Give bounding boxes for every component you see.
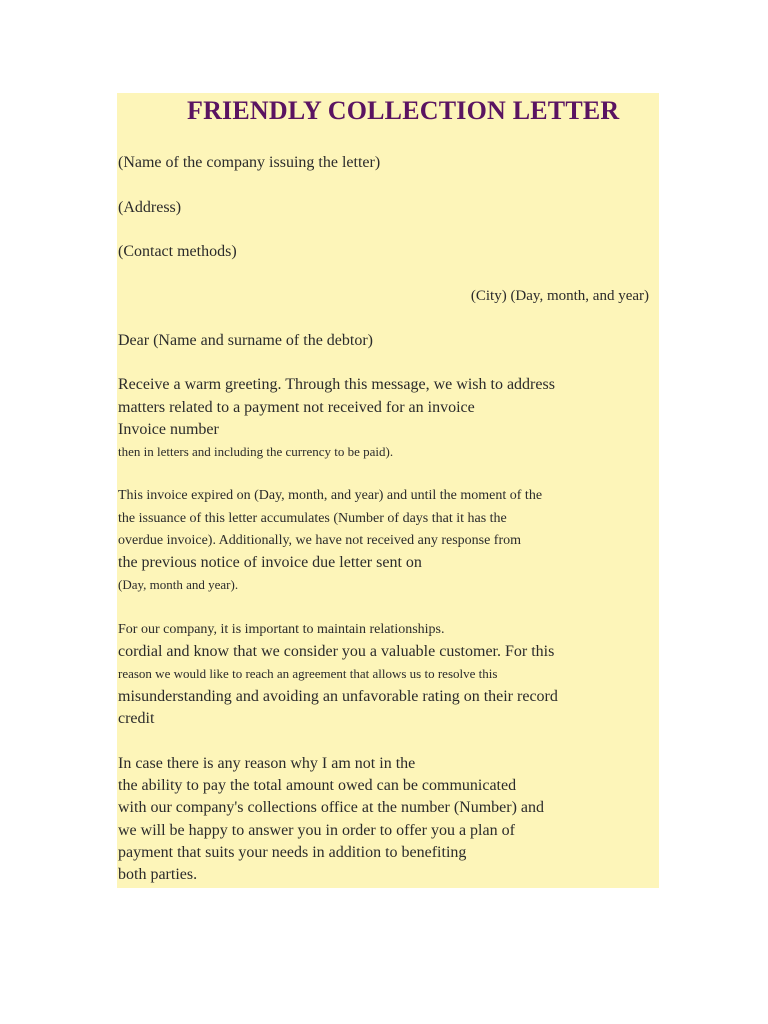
greeting-line: Dear (Name and surname of the debtor): [118, 332, 373, 349]
paragraph-line: the issuance of this letter accumulates (Number of days that it has the: [118, 511, 507, 526]
paragraph-line: This invoice expired on (Day, month, and year) and until the moment of the: [118, 488, 543, 503]
contact-line: (Contact methods): [118, 243, 237, 260]
paragraph-line: (Day, month and year).: [118, 577, 239, 592]
paragraph-line: payment that suits your needs in addition to benefiting: [118, 844, 467, 861]
paragraph-line: misunderstanding and avoiding an unfavorable rating on their record: [118, 688, 558, 705]
paragraph-line: cordial and know that we consider you a valuable customer. For this: [118, 643, 555, 660]
paragraph-line: overdue invoice). Additionally, we have not received any response from: [118, 533, 522, 548]
letter-title: FRIENDLY COLLECTION LETTER: [187, 96, 620, 125]
letter-page: [117, 93, 659, 888]
paragraph-line: both parties.: [118, 866, 198, 883]
paragraph-line: with our company's collections office at the number (Number) and: [118, 799, 545, 816]
paragraph-line: the previous notice of invoice due letter sent on: [118, 554, 422, 571]
address-line: (Address): [118, 199, 182, 216]
place-date-line: (City) (Day, month, and year): [470, 288, 649, 304]
paragraph-line: matters related to a payment not received for an invoice: [118, 399, 475, 416]
paragraph-line: For our company, it is important to maintain relationships.: [118, 622, 445, 637]
paragraph-line: Receive a warm greeting. Through this message, we wish to address: [118, 376, 555, 393]
paragraph-line: reason we would like to reach an agreement that allows us to resolve this: [118, 666, 498, 681]
paragraph-line: Invoice number: [118, 421, 219, 438]
company-name-line: (Name of the company issuing the letter): [118, 154, 381, 171]
paragraph-line: In case there is any reason why I am not in the: [118, 755, 416, 772]
paragraph-line: credit: [118, 710, 155, 727]
paragraph-line: the ability to pay the total amount owed can be communicated: [118, 777, 517, 794]
paragraph-line: then in letters and including the currency to be paid).: [118, 444, 394, 459]
paragraph-line: we will be happy to answer you in order to offer you a plan of: [118, 822, 515, 839]
